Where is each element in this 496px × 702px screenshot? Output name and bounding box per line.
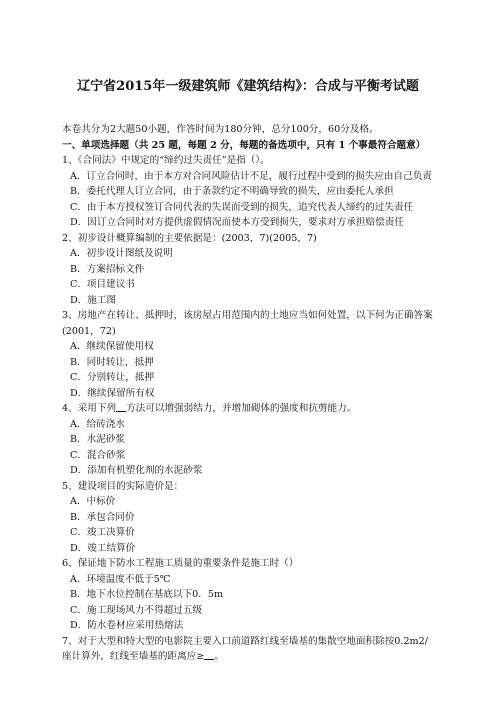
question-6-option-d: D．防水卷材应采用热熔法 <box>70 620 184 631</box>
question-1-option-c: C．由于本方授权签订合同代表的失误而受到的损失，追究代表人缔约的过失责任 <box>70 201 414 213</box>
question-3-option-b: B．同时转让，抵押 <box>70 356 154 368</box>
question-1-option-a: A．订立合同时，由于本方对合同风险估计不足，履行过程中受到的损失应由自己负责 <box>70 170 432 182</box>
question-4-stem-end: 方法可以增强弱结力，并增加砌体的强度和抗剪能力。 <box>126 403 357 414</box>
answer-blank <box>204 649 214 660</box>
question-6-option-a: A．环境温度不低于5℃ <box>70 573 171 585</box>
question-2-option-b: B．方案招标文件 <box>70 263 145 275</box>
section-heading-text: 一、单项选择题（共 25 题，每题 2 分，每题的备选项中，只有 1 个事最符合题意） <box>62 139 426 151</box>
question-4-stem-start: 4、采用下列 <box>62 403 117 414</box>
answer-blank <box>116 401 126 412</box>
question-4-option-c: C．混合砂浆 <box>70 449 126 461</box>
question-1-option-b: B．委托代理人订立合同，由于条款约定不明确导致的损失，应由委托人承担 <box>70 186 394 197</box>
exam-intro: 本卷共分为2大题50小题，作答时间为180分钟，总分100分，60分及格。 <box>62 124 379 135</box>
question-7-stem-end: 。 <box>214 651 224 662</box>
question-4-stem <box>62 401 434 417</box>
question-3-stem: 3、房地产在转让、抵押时，该房屋占用范围内的土地应当如何处置，以下何为正确答案(2001，72) <box>62 310 433 337</box>
question-5-option-d: D．竣工结算价 <box>70 542 136 554</box>
question-3-option-c: C．分别转让，抵押 <box>70 372 155 383</box>
question-1-option-d: D．因订立合同时对方提供虚假情况而使本方受到损失，要求对方承担赔偿责任 <box>70 217 404 228</box>
question-4-option-d: D．添加有机塑化剂的水泥砂浆 <box>70 465 203 476</box>
question-6-option-c: C．施工现场风力不得超过五级 <box>70 604 203 616</box>
question-7-stem-start: 7、对于大型和特大型的电影院主要入口前道路红线至墙基的集散空地面积除按0.2m2/座计算外，红线至墙基的距离应≥ <box>62 635 428 662</box>
question-3-option-a: A．继续保留使用权 <box>70 341 154 352</box>
question-5-option-b: B．承包合同价 <box>70 511 135 523</box>
question-2-option-a: A．初步设计图纸及说明 <box>70 248 173 259</box>
question-6-option-b: B．地下水位控制在基底以下0．5m <box>70 589 224 600</box>
question-2-option-c: C．项目建议书 <box>70 279 135 290</box>
question-3-option-d: D．继续保留所有权 <box>70 387 155 399</box>
question-4-option-b: B．水泥砂浆 <box>70 434 126 445</box>
page-title: 辽宁省2015年一级建筑师《建筑结构》：合成与平衡考试题 <box>77 79 419 94</box>
question-7-stem <box>62 634 434 665</box>
question-2-option-d: D．施工图 <box>70 294 117 306</box>
question-5-option-a: A．中标价 <box>70 496 116 507</box>
question-5-stem: 5、建设项目的实际造价是： <box>62 480 184 492</box>
question-6-stem: 6、保证地下防水工程施工质量的重要条件是施工时（） <box>62 558 299 569</box>
question-4-option-a: A．给砖浇水 <box>70 418 125 430</box>
document-body <box>62 122 434 665</box>
section-heading <box>62 138 434 154</box>
question-2-stem: 2、初步设计概算编制的主要依据是：(2003，7)(2005，7) <box>62 232 317 244</box>
question-5-option-c: C．竣工决算价 <box>70 527 135 538</box>
question-1-stem: 1、《合同法》中规定的“缔约过失责任”是指（）。 <box>62 155 270 166</box>
